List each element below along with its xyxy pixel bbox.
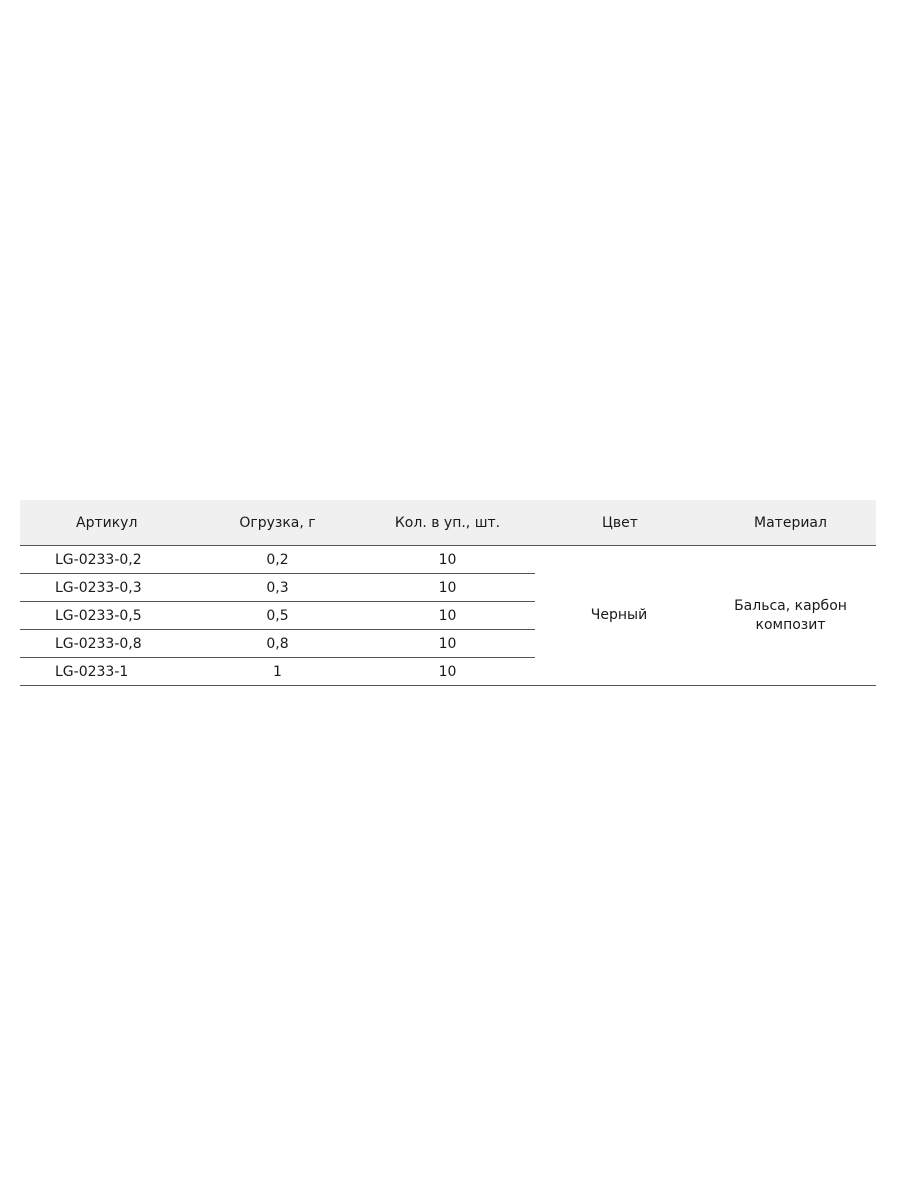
table-row [20,546,876,574]
cell-color: Черный [535,546,705,686]
header-article: Артикул [20,500,195,546]
cell-article: LG-0233-0,5 [20,602,195,630]
header-row [20,500,876,546]
cell-material [705,546,876,686]
table-header [20,500,876,546]
cell-article: LG-0233-0,8 [20,630,195,658]
cell-qty: 10 [360,546,535,574]
cell-load: 0,2 [195,546,360,574]
cell-load: 0,8 [195,630,360,658]
cell-qty: 10 [360,602,535,630]
header-material: Материал [705,500,876,546]
cell-article: LG-0233-0,2 [20,546,195,574]
header-load: Огрузка, г [195,500,360,546]
header-color: Цвет [535,500,705,546]
header-qty: Кол. в уп., шт. [360,500,535,546]
material-line-2: композит [755,616,826,633]
cell-qty: 10 [360,574,535,602]
cell-load: 0,5 [195,602,360,630]
material-line-1: Бальса, карбон [734,597,847,614]
cell-qty: 10 [360,630,535,658]
cell-load: 0,3 [195,574,360,602]
cell-article: LG-0233-0,3 [20,574,195,602]
table-body [20,546,876,686]
spec-table [20,500,876,686]
cell-article: LG-0233-1 [20,658,195,686]
cell-load: 1 [195,658,360,686]
cell-qty: 10 [360,658,535,686]
